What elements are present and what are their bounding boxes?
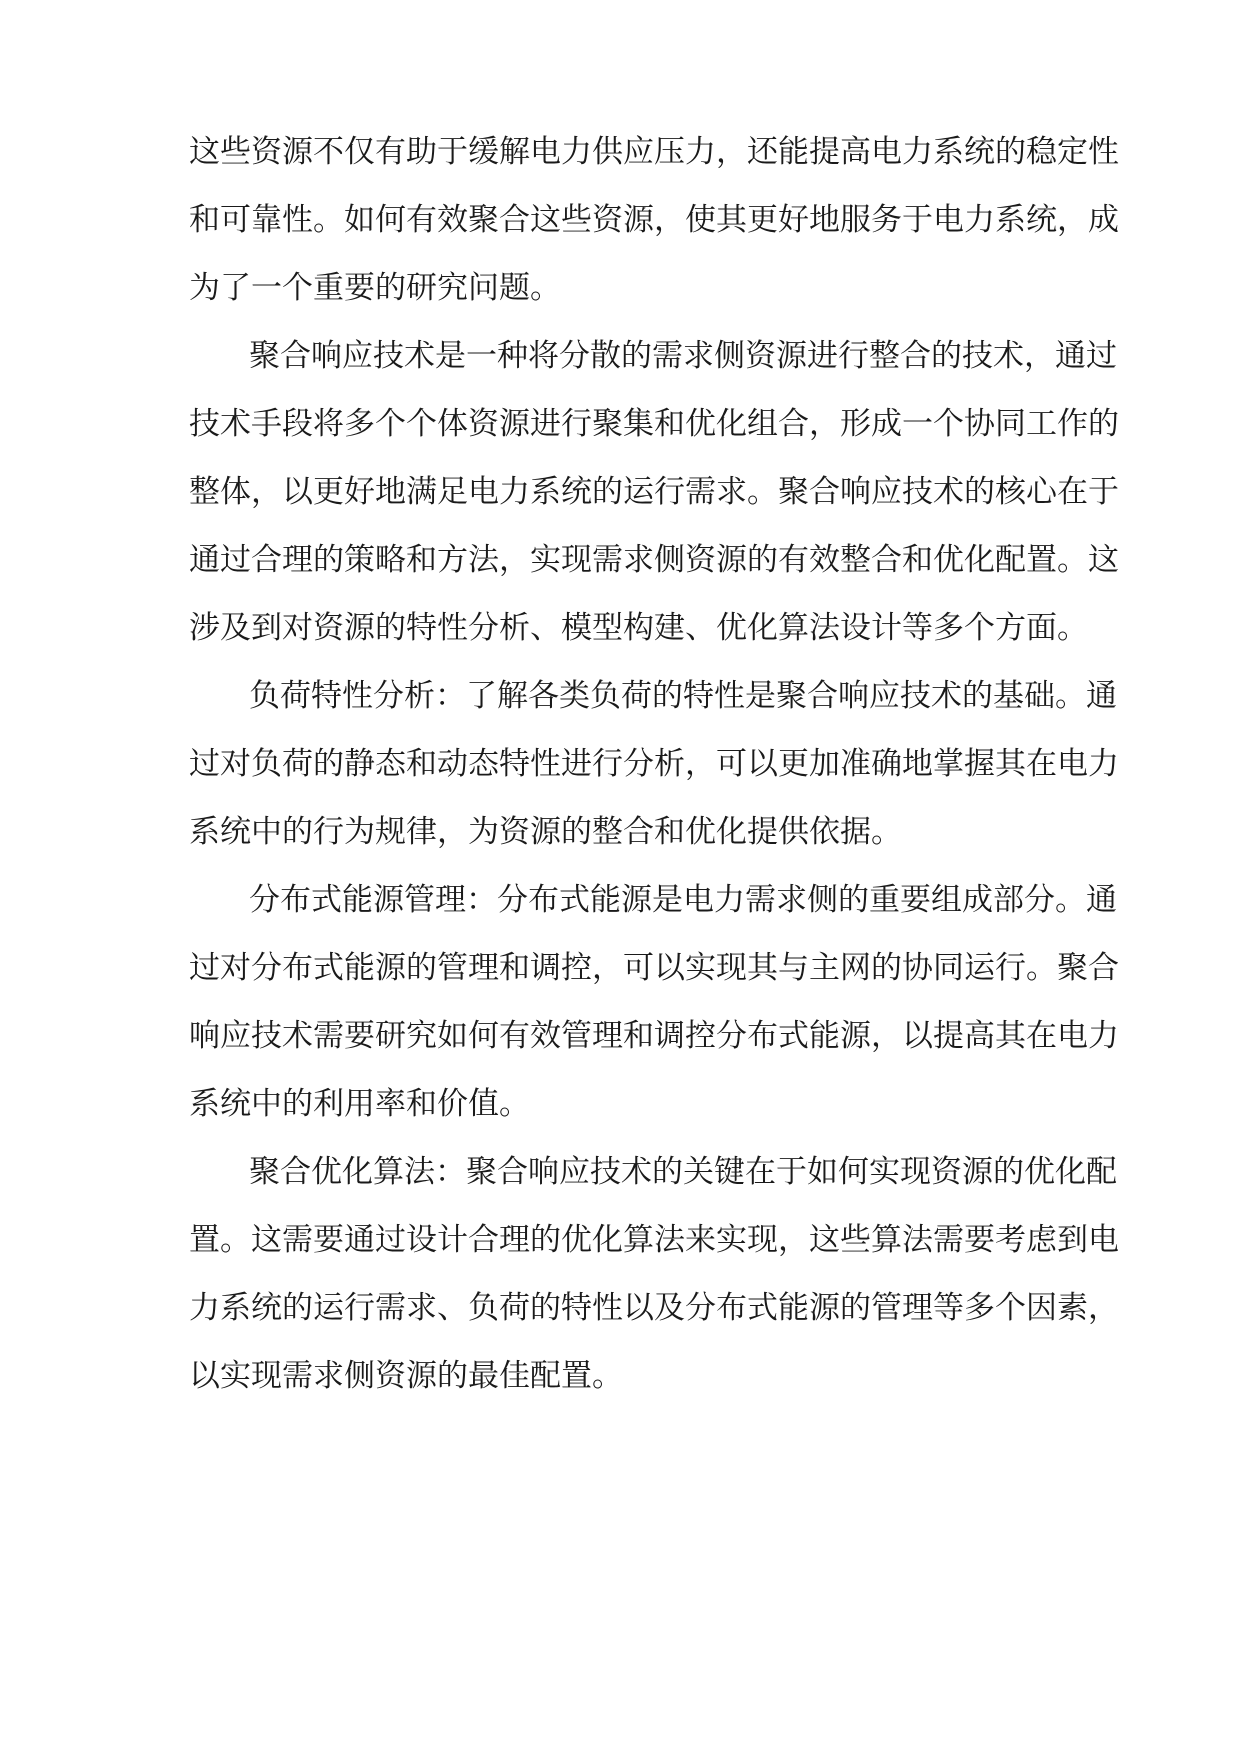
paragraph-first-line: 聚合优化算法：聚合响应技术的关键在于如何实现资源的优化配 [249, 1154, 1117, 1190]
paragraph-first-line: 分布式能源管理：分布式能源是电力需求侧的重要组成部分。通 [249, 882, 1117, 918]
text-line: 为了一个重要的研究问题。 [189, 270, 561, 306]
text-line: 整体，以更好地满足电力系统的运行需求。聚合响应技术的核心在于 [189, 474, 1119, 510]
text-line: 和可靠性。如何有效聚合这些资源，使其更好地服务于电力系统，成 [189, 202, 1119, 238]
text-line: 力系统的运行需求、负荷的特性以及分布式能源的管理等多个因素， [189, 1290, 1119, 1326]
text-line: 置。这需要通过设计合理的优化算法来实现，这些算法需要考虑到电 [189, 1222, 1119, 1258]
text-line: 系统中的行为规律，为资源的整合和优化提供依据。 [189, 814, 902, 850]
text-line: 通过合理的策略和方法，实现需求侧资源的有效整合和优化配置。这 [189, 542, 1119, 578]
paragraph-first-line: 负荷特性分析：了解各类负荷的特性是聚合响应技术的基础。通 [249, 678, 1117, 714]
text-line: 以实现需求侧资源的最佳配置。 [189, 1358, 623, 1394]
text-line: 过对分布式能源的管理和调控，可以实现其与主网的协同运行。聚合 [189, 950, 1119, 986]
paragraph-first-line: 聚合响应技术是一种将分散的需求侧资源进行整合的技术，通过 [249, 338, 1117, 374]
text-line: 这些资源不仅有助于缓解电力供应压力，还能提高电力系统的稳定性 [189, 134, 1119, 170]
text-line: 技术手段将多个个体资源进行聚集和优化组合，形成一个协同工作的 [189, 406, 1119, 442]
text-line: 涉及到对资源的特性分析、模型构建、优化算法设计等多个方面。 [189, 610, 1088, 646]
text-line: 系统中的利用率和价值。 [189, 1086, 530, 1122]
text-line: 响应技术需要研究如何有效管理和调控分布式能源，以提高其在电力 [189, 1018, 1119, 1054]
text-line: 过对负荷的静态和动态特性进行分析，可以更加准确地掌握其在电力 [189, 746, 1119, 782]
